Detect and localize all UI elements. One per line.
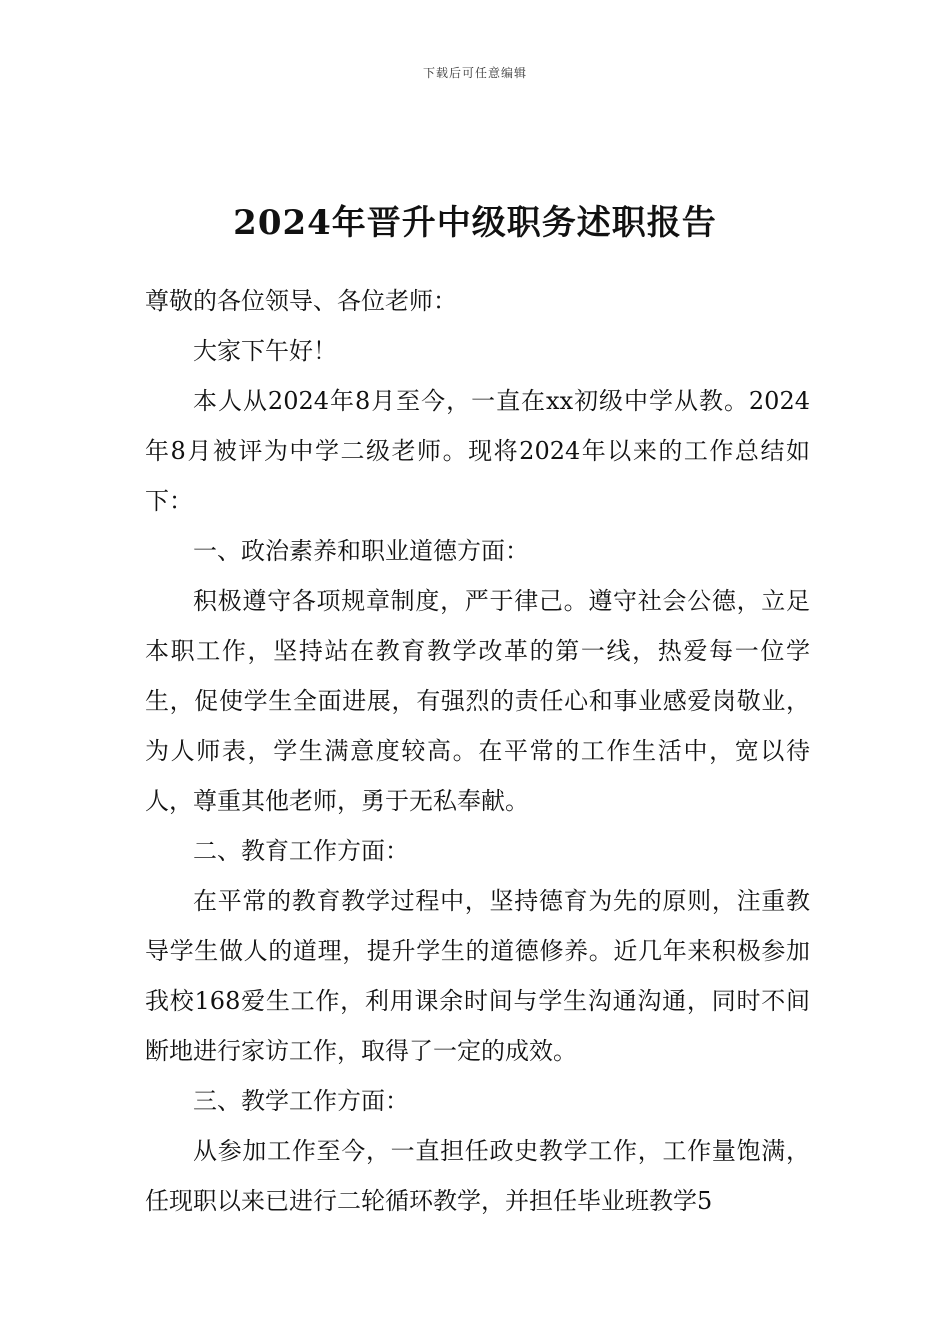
page-header-note: 下载后可任意编辑 bbox=[422, 66, 527, 80]
section-heading-politics: 一、政治素养和职业道德方面： bbox=[193, 537, 529, 565]
paragraph-intro: 本人从2024年8月至今，一直在xx初级中学从教。2024年8月被评为中学二级老师。现将2024年以来的工作总结如下： bbox=[145, 387, 810, 515]
document-body bbox=[145, 276, 810, 1226]
paragraph-greeting: 大家下午好！ bbox=[193, 337, 337, 365]
section-heading-education: 二、教育工作方面： bbox=[193, 837, 409, 865]
salutation: 尊敬的各位领导、各位老师： bbox=[145, 287, 457, 315]
paragraph-teaching: 从参加工作至今，一直担任政史教学工作，工作量饱满，任现职以来已进行二轮循环教学，并担任毕业班教学5 bbox=[145, 1137, 810, 1215]
paragraph-education: 在平常的教育教学过程中，坚持德育为先的原则，注重教导学生做人的道理，提升学生的道德修养。近几年来积极参加我校168爱生工作，利用课余时间与学生沟通沟通，同时不间断地进行家访工作，取得了一定的成效。 bbox=[145, 887, 810, 1065]
document-title: 2024年晋升中级职务述职报告 bbox=[233, 202, 717, 243]
paragraph-politics: 积极遵守各项规章制度，严于律己。遵守社会公德，立足本职工作，坚持站在教育教学改革的第一线，热爱每一位学生，促使学生全面进展，有强烈的责任心和事业感爱岗敬业，为人师表，学生满意度较高。在平常的工作生活中，宽以待人，尊重其他老师，勇于无私奉献。 bbox=[145, 587, 810, 815]
section-heading-teaching: 三、教学工作方面： bbox=[193, 1087, 409, 1115]
